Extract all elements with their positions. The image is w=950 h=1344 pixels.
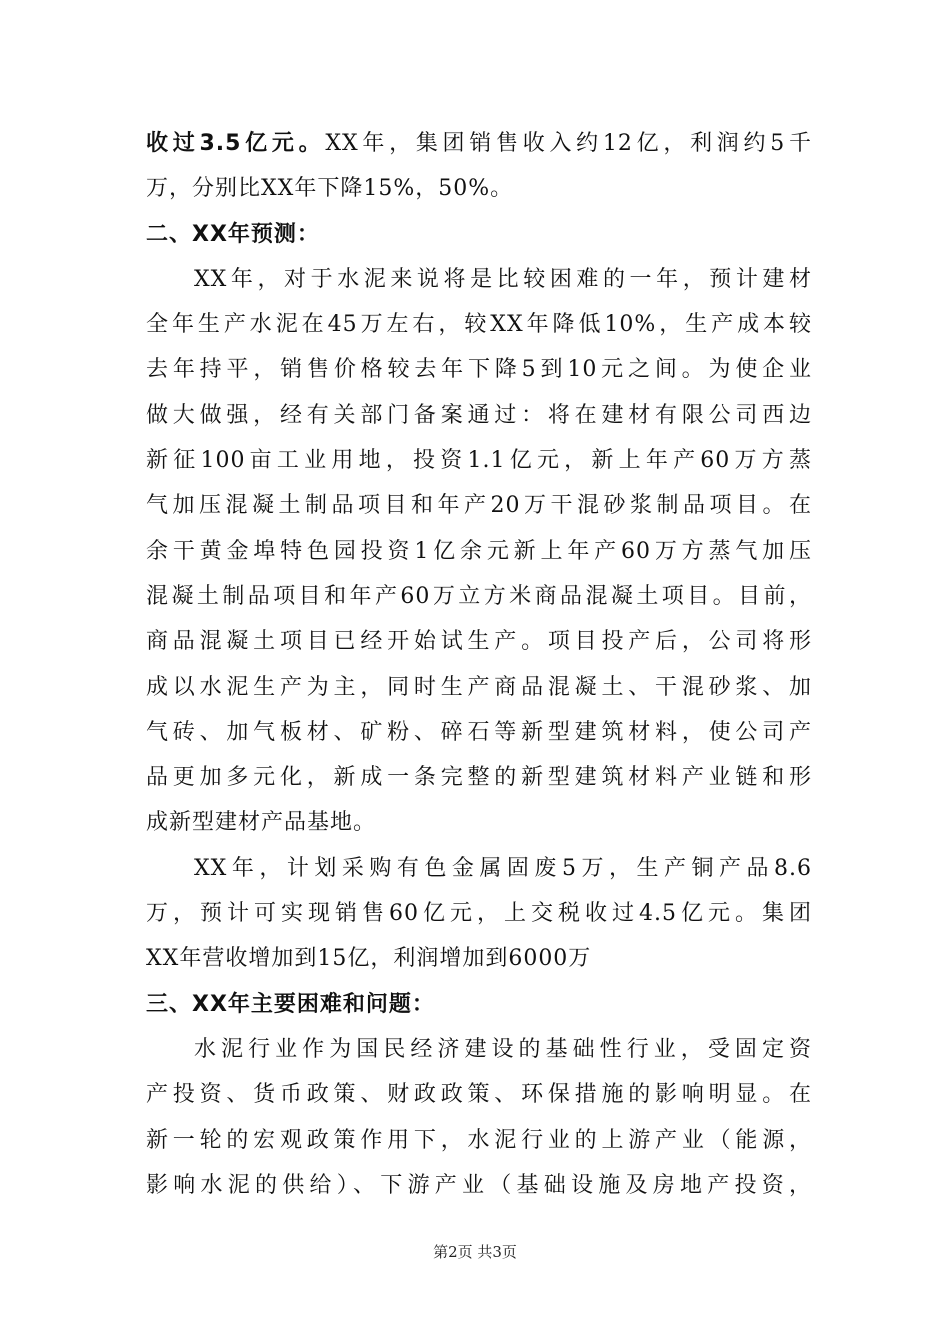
text-line: XX年，对于水泥来说将是比较困难的一年，预计建材	[194, 266, 812, 292]
text-line: 产投资、货币政策、财政政策、环保措施的影响明显。在	[146, 1082, 812, 1108]
text-line: 成新型建材产品基地。	[146, 810, 377, 836]
text-line: 做大做强，经有关部门备案通过：将在建材有限公司西边	[146, 402, 812, 428]
bold-text: 收过3.5亿元。	[146, 131, 326, 156]
text-line: 混凝土制品项目和年产60万立方米商品混凝土项目。目前，	[146, 583, 812, 609]
text-line: 新一轮的宏观政策作用下，水泥行业的上游产业（能源，	[146, 1127, 812, 1153]
text-line: 成以水泥生产为主，同时生产商品混凝土、干混砂浆、加	[146, 674, 812, 700]
page-number: 第2页 共3页	[433, 1243, 517, 1261]
text-line: 新征100亩工业用地，投资1.1亿元，新上年产60万方蒸	[146, 448, 812, 474]
text-line: 万，预计可实现销售60亿元，上交税收过4.5亿元。集团	[146, 901, 812, 927]
text-line: XX年，计划采购有色金属固废5万，生产铜产品8.6	[194, 855, 812, 881]
text-line: 品更加多元化，新成一条完整的新型建筑材料产业链和形	[146, 765, 812, 791]
text-line: XX年营收增加到15亿，利润增加到6000万	[146, 946, 592, 972]
text-line: 影响水泥的供给）、下游产业（基础设施及房地产投资，	[146, 1172, 812, 1198]
text-line: 万，分别比XX年下降15%，50%。	[146, 176, 514, 202]
section-heading-difficulties: 三、XX年主要困难和问题：	[146, 991, 435, 1017]
text-line: 气砖、加气板材、矿粉、碎石等新型建筑材料，使公司产	[146, 719, 812, 745]
text-line: 商品混凝土项目已经开始试生产。项目投产后，公司将形	[146, 629, 812, 655]
text-line: 气加压混凝土制品项目和年产20万干混砂浆制品项目。在	[146, 493, 812, 519]
text-line: 余干黄金埠特色园投资1亿余元新上年产60万方蒸气加压	[146, 538, 812, 564]
text-line: 水泥行业作为国民经济建设的基础性行业，受固定资	[194, 1036, 812, 1062]
text-line	[146, 121, 812, 166]
text-line: 去年持平，销售价格较去年下降5到10元之间。为使企业	[146, 357, 812, 383]
section-heading-forecast: 二、XX年预测：	[146, 221, 320, 247]
document-body	[146, 121, 812, 1208]
text-line: 全年生产水泥在45万左右，较XX年降低10%，生产成本较	[146, 312, 812, 338]
text-run: XX年，集团销售收入约12亿，利润约5千	[325, 131, 812, 156]
